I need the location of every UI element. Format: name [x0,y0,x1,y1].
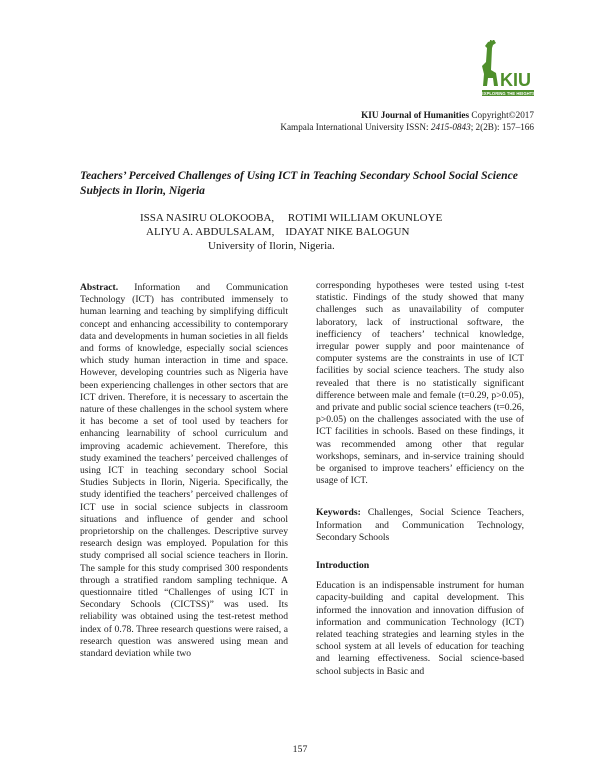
journal-line-2 [280,121,534,133]
keywords-paragraph [316,507,524,544]
journal-name: KIU Journal of Humanities [361,110,470,120]
copyright: Copyright©2017 [471,110,534,120]
authors-block [140,211,470,253]
publisher: Kampala International University ISSN: [280,122,429,132]
left-column [80,282,288,660]
authors-line-1: ISSA NASIRU OLOKOOBA, ROTIMI WILLIAM OKUNLOYE [140,212,443,224]
kiu-logo [474,40,536,104]
introduction-text: Education is an indispensable instrument for human capacity-building and capital development. This informed the innovation and innovation diffusion of information and communication Technology (ICT) related teaching strategies and learning styles in the school system at all levels of education for teaching and learning effectiveness. Social science-based school subjects in Basic and [316,580,524,677]
right-column [316,280,524,678]
svg-text:KIU: KIU [500,70,531,90]
abstract-continued: corresponding hypotheses were tested using t-test statistic. Findings of the study showed that many challenges such as unavailability of computer laboratory, lack of instructional software, the inefficiency of teachers’ technical knowledge, irregular power supply and poor maintenance of computer systems are the constraints in use of ICT facilities by social science teachers. The study also revealed that there is no statistically significant difference between male and female (t=0.29, p>0.05), and private and public social science teachers (t=0.26, p>0.05) on the challenges associated with the use of ICT facilities in schools. Based on these findings, it was recommended among other that regular workshops, seminars, and in-service training should be organised to improve teachers’ efficiency on the usage of ICT. [316,280,524,487]
abstract-label: Abstract. [80,282,119,293]
affiliation: University of Ilorin, Nigeria. [208,240,335,252]
volume-pages: ; 2(2B): 157–166 [470,122,534,132]
authors-line-2: ALIYU A. ABDULSALAM, IDAYAT NIKE BALOGUN [146,226,410,238]
keywords-label: Keywords: [316,507,361,519]
abstract-text-left: Information and Communication Technology (ICT) has contributed immensely to human learning and teaching by simplifying difficult concept and enhancing accessibility to contemporary data and developments in human societies in all fields and forms of knowledge, especially social sciences which study human interaction in time and space. However, developing countries such as Nigeria have been experiencing challenges in other sectors that are ICT driven. Therefore, it is necessary to ascertain the nature of these challenges in the school system where it has become a set of tool used by teachers for enhancing learnability of school curriculum and improving academic achievement. Therefore, this study examined the teachers’ perceived challenges of using ICT in teaching secondary school Social Studies Subjects in Ilorin, Nigeria. Specifically, the study identified the teachers’ perceived challenges of ICT use in social science subjects in classroom situations and influence of gender and school proprietorship on the challenges. Descriptive survey research design was employed. Population for this study comprised all social science teachers in Ilorin. The sample for this study comprised 300 respondents through a stratified random sampling technique. A questionnaire titled “Challenges of using ICT in Secondary Schools (CICTSS)” was used. Its reliability was obtained using the test-retest method index of 0.78. Three research questions were raised, a research question was answered using mean and standard deviation while two [80,282,289,660]
svg-text:EXPLORING THE HEIGHTS: EXPLORING THE HEIGHTS [481,91,535,96]
giraffe-icon [474,40,536,104]
journal-line-1 [280,109,534,121]
page-number: 157 [292,744,308,755]
issn: 2415-0843 [430,122,471,132]
abstract-paragraph [80,282,288,660]
paper-title: Teachers’ Perceived Challenges of Using ICT in Teaching Secondary School Social Science Subjects in Ilorin, Nigeria [80,169,518,197]
keywords-text: Challenges, Social Science Teachers, Information and Communication Technology, Secondary Schools [316,507,524,543]
journal-header [280,109,534,133]
introduction-heading: Introduction [316,560,370,572]
